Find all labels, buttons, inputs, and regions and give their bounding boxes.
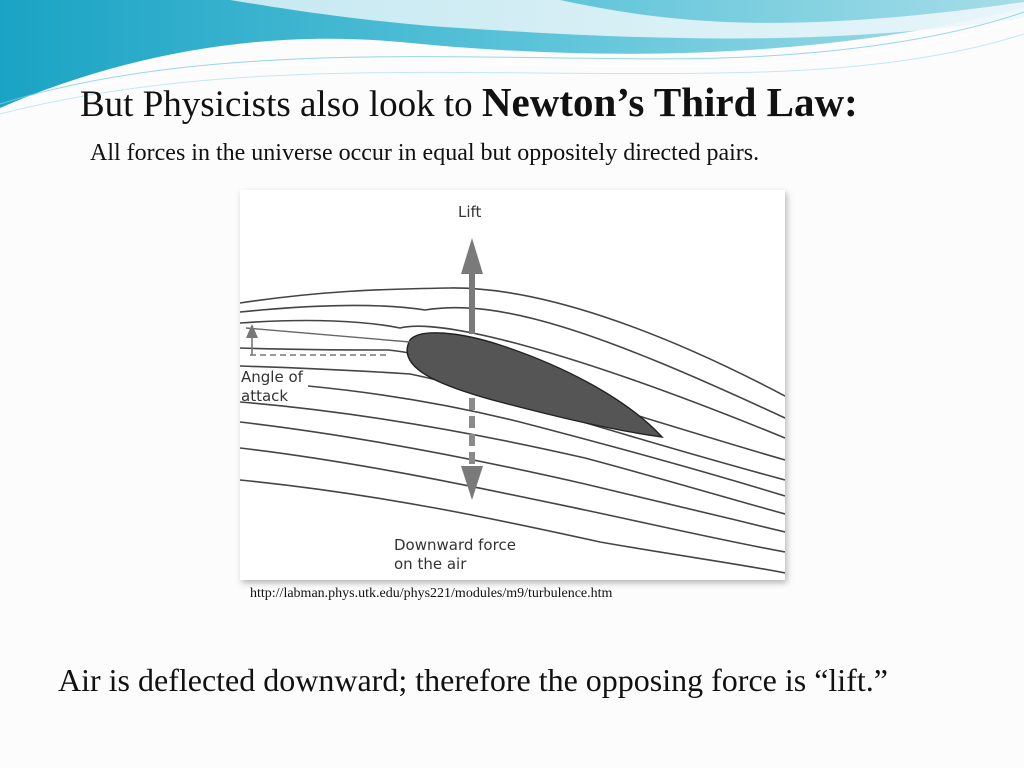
- lift-arrow-shaft: [469, 270, 475, 334]
- chord-line: [246, 328, 410, 342]
- airfoil-diagram: [240, 190, 785, 580]
- streamlines: [240, 288, 785, 573]
- streamline: [240, 480, 785, 573]
- conclusion-text: Air is deflected downward; therefore the opposing force is “lift.”: [58, 662, 888, 698]
- angle-label-line1: Angle of: [241, 368, 303, 386]
- downward-label-line2: on the air: [394, 555, 467, 573]
- slide-subtitle: All forces in the universe occur in equal but oppositely directed pairs.: [90, 140, 760, 166]
- source-url-link[interactable]: http://labman.phys.utk.edu/phys221/modules/m9/turbulence.htm: [250, 586, 613, 601]
- lift-label: Lift: [458, 203, 482, 221]
- angle-label-line2: attack: [241, 387, 289, 405]
- airfoil-diagram-svg: [240, 190, 785, 580]
- downward-arrow-shaft: [469, 398, 475, 464]
- title-bold: Newton’s Third Law:: [481, 79, 858, 125]
- downward-label-line1: Downward force: [394, 536, 516, 554]
- lift-arrowhead: [461, 238, 483, 274]
- angle-arrowhead: [246, 324, 258, 338]
- downward-arrowhead: [461, 466, 483, 500]
- title-plain: But Physicists also look to: [80, 84, 482, 125]
- streamline: [240, 422, 785, 532]
- slide-title: [80, 78, 858, 126]
